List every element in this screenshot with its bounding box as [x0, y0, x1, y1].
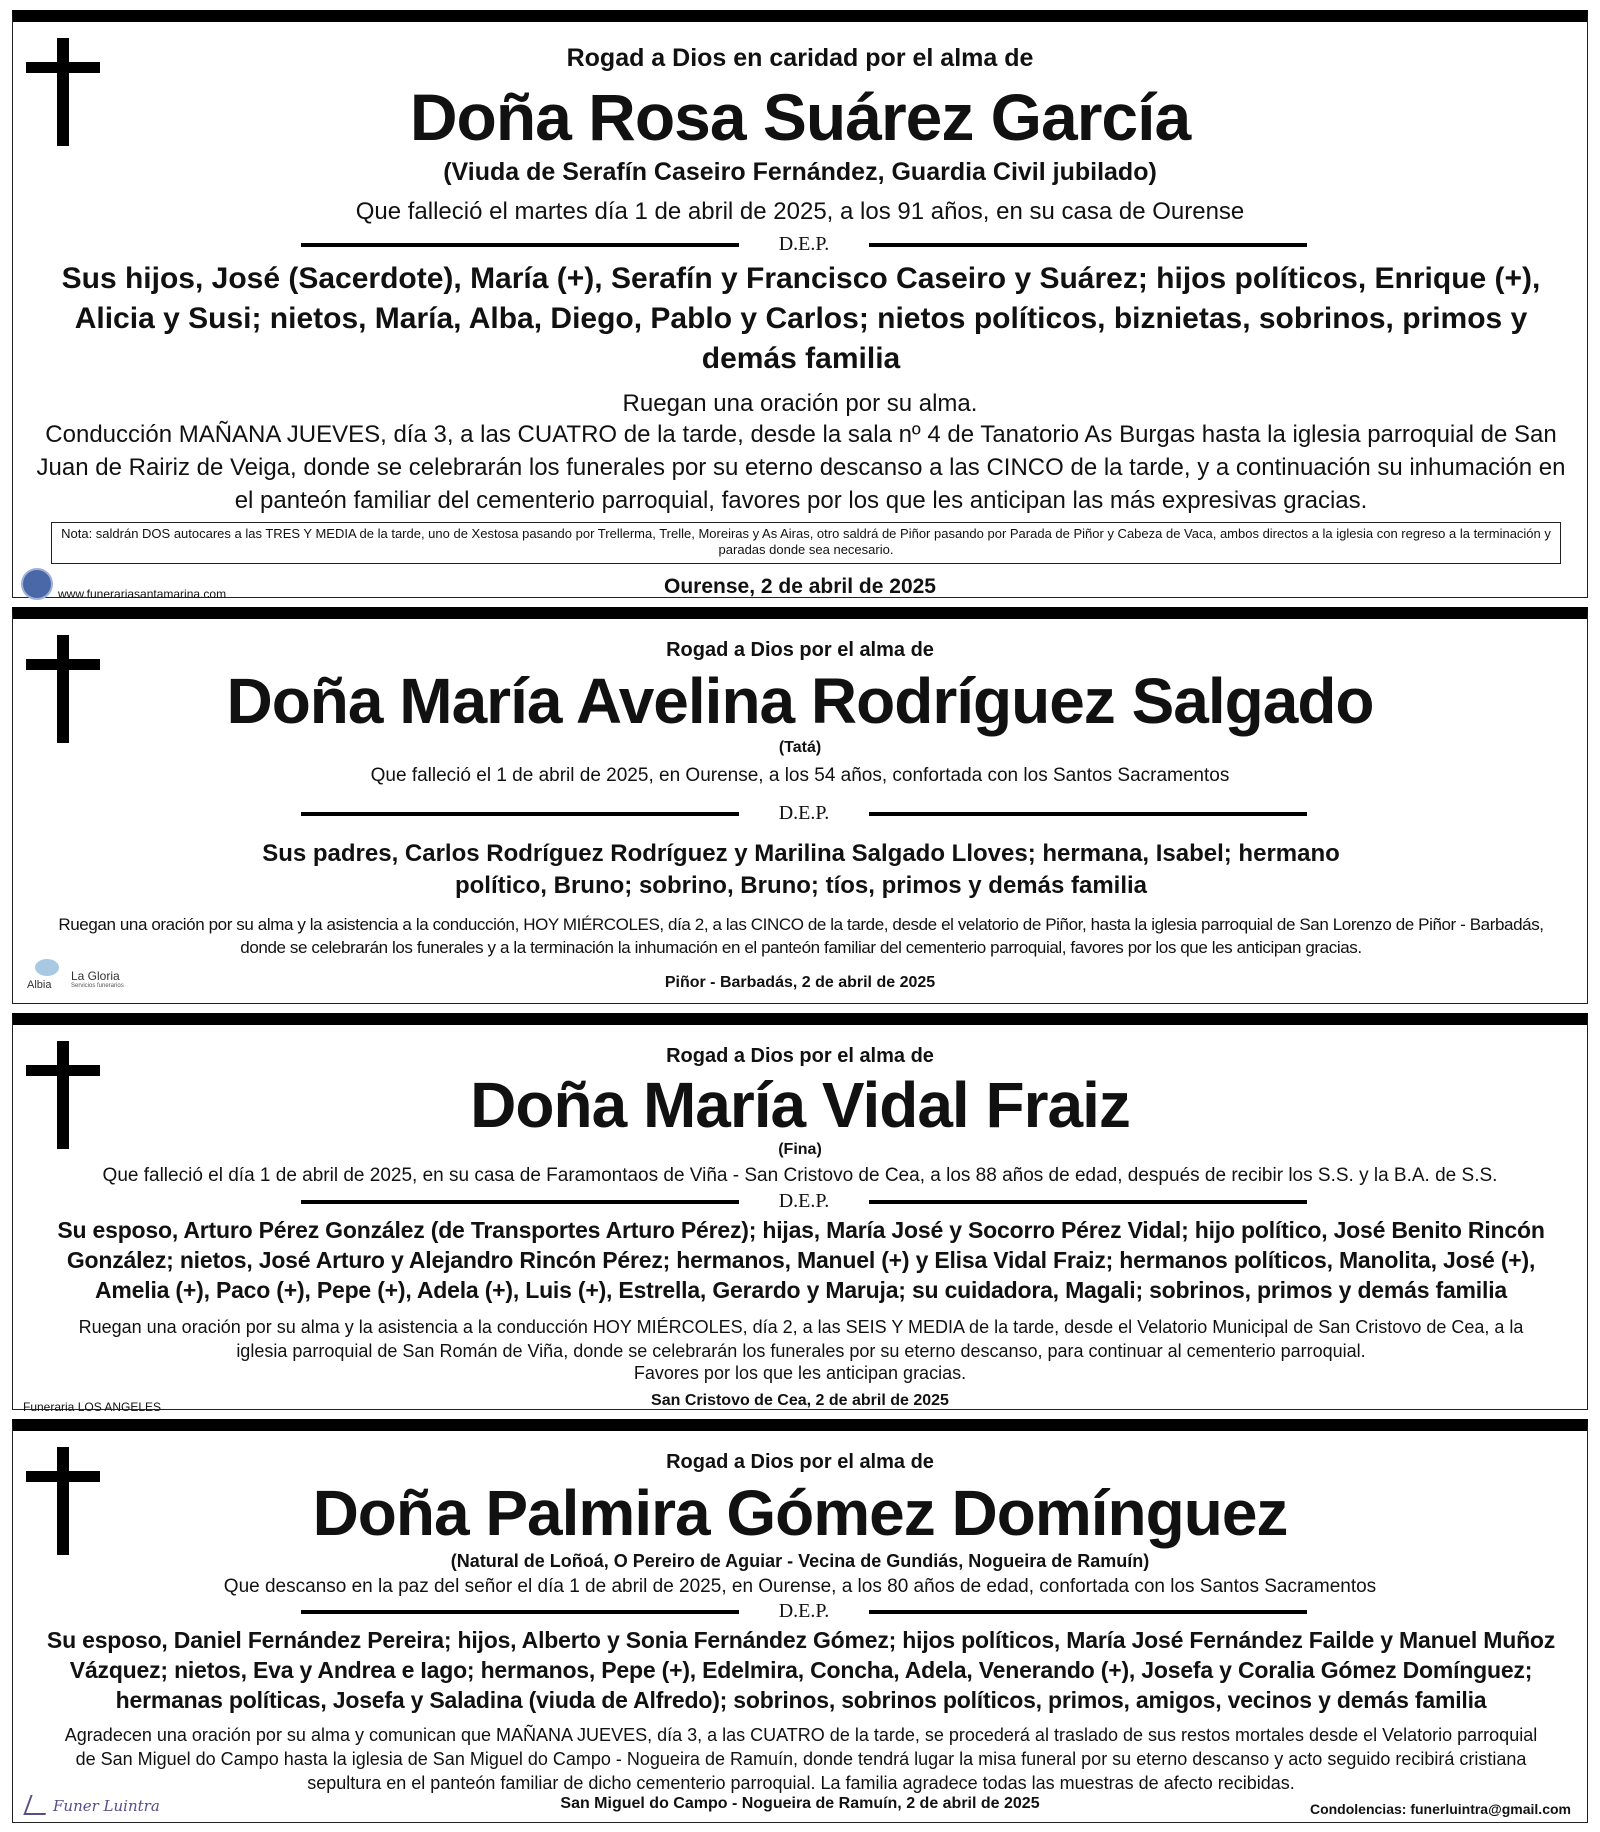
death-info: Que falleció el día 1 de abril de 2025, en su casa de Faramontaos de Viña - San Cristovo de Cea, a los 88 años de edad, después de recibir los S.S. y la B.A. de S.S.: [102, 1165, 1498, 1186]
dep-label: D.E.P.: [778, 233, 830, 255]
death-info: Que falleció el martes día 1 de abril de 2025, a los 91 años, en su casa de Ourense: [355, 198, 1245, 225]
deceased-subtitle: (Tatá): [778, 739, 822, 756]
family-list: Sus padres, Carlos Rodríguez Rodríguez y Marilina Salgado Lloves; hermana, Isabel; hermano político, Bruno; sobrino, Bruno; tíos, primos y demás familia: [262, 840, 1340, 899]
obituary-notice-1: [12, 10, 1588, 601]
obituary-notice-3: [12, 1013, 1588, 1414]
dep-label: D.E.P.: [778, 1190, 830, 1212]
deceased-name: Doña Rosa Suárez García: [409, 80, 1191, 154]
death-info: Que falleció el 1 de abril de 2025, en Ourense, a los 54 años, confortada con los Santos Sacramentos: [370, 765, 1230, 786]
dep-label: D.E.P.: [778, 802, 830, 824]
deceased-subtitle: (Viuda de Serafín Caseiro Fernández, Guardia Civil jubilado): [443, 158, 1157, 186]
prayer-heading: Rogad a Dios en caridad por el alma de: [566, 44, 1034, 72]
conduction-info: Ruegan una oración por su alma y la asistencia a la conducción HOY MIÉRCOLES, día 2, a las SEIS Y MEDIA de la tarde, desde el Velatorio Municipal de San Cristovo de Cea, a la iglesia parroquial de San Román de Viña, donde se celebrarán los funerales por su eterno descanso, para continuar al cementerio parroquial.: [78, 1317, 1524, 1361]
funeral-home-name: Funeraria LOS ANGELES: [23, 1400, 162, 1414]
bus-note: Nota: saldrán DOS autocares a las TRES Y MEDIA de la tarde, uno de Xestosa pasando por Trellerma, Trelle, Moreiras y As Airas, otro saldrá de Piñor pasando por Parada de Piñor y Cabeza de Vaca, ambos directos a la iglesia con regreso a la terminación y paradas donde sea necesario.: [51, 522, 1561, 564]
logo-subtitle: Servicios funerarios: [71, 983, 124, 989]
condolences-email[interactable]: Condolencias: funerluintra@gmail.com: [1309, 1801, 1571, 1817]
prayer-heading: Rogad a Dios por el alma de: [666, 1451, 934, 1473]
conduction-info: Conducción MAÑANA JUEVES, día 3, a las CUATRO de la tarde, desde la sala nº 4 de Tanatorio As Burgas hasta la iglesia parroquial de San Juan de Rairiz de Veiga, donde se celebrarán los funerales por su eterno descanso a las CINCO de la tarde, y a continuación su inhumación en el panteón familiar del cementerio parroquial, favores por los que les anticipan las más expresivas gracias.: [36, 421, 1566, 514]
dep-separator: [301, 1601, 1307, 1621]
conduction-info: Ruegan una oración por su alma y la asistencia a la conducción, HOY MIÉRCOLES, día 2, a las CINCO de la tarde, desde el velatorio de Piñor, hasta la iglesia parroquial de San Lorenzo de Piñor - Barbadás, donde se celebrarán los funerales y a la terminación la inhumación en el panteón familiar del cementerio parroquial, favores por los que les anticipan gracias.: [58, 915, 1544, 957]
family-list: Sus hijos, José (Sacerdote), María (+), Serafín y Francisco Caseiro y Suárez; hijos políticos, Enrique (+), Alicia y Susi; nietos, María, Alba, Diego, Pablo y Carlos; nietos políticos, biznietas, sobrinos, primos y demás familia: [61, 262, 1541, 375]
death-info: Que descanso en la paz del señor el día 1 de abril de 2025, en Ourense, a los 80 años de edad, confortada con los Santos Sacramentos: [223, 1576, 1377, 1597]
deceased-name: Doña Palmira Gómez Domínguez: [312, 1477, 1288, 1549]
family-list: Su esposo, Arturo Pérez González (de Transportes Arturo Pérez); hijas, María José y Socorro Pérez Vidal; hijo político, José Benito Rincón González; nietos, José Arturo y Alejandro Rincón Pérez; hermanos, Manuel (+) y Elisa Vidal Fraiz; hermanos políticos, Manolita, José (+), Amelia (+), Paco (+), Pepe (+), Adela (+), Luis (+), Estrella, Gerardo y Maruja; su cuidadora, Magali; sobrinos, primos y demás familia: [57, 1217, 1545, 1303]
deceased-subtitle: (Natural de Loñoá, O Pereiro de Aguiar - Vecina de Gundiás, Nogueira de Ramuín): [450, 1551, 1150, 1571]
obituary-notice-2: [12, 607, 1588, 1004]
deceased-subtitle: (Fina): [778, 1141, 822, 1158]
dep-separator: [301, 234, 1307, 254]
family-list: Su esposo, Daniel Fernández Pereira; hijos, Alberto y Sonia Fernández Gómez; hijos políticos, María José Fernández Failde y Manuel Muñoz Vázquez; nietos, Eva y Andrea e Iago; hermanos, Pepe (+), Edelmira, Concha, Adela, Venerando (+), Josefa y Coralia Gómez Domínguez; hermanas políticas, Josefa y Saladina (viuda de Alfredo); sobrinos, sobrinos políticos, primos, amigos, vecinos y demás familia: [46, 1627, 1556, 1713]
prayer-heading: Rogad a Dios por el alma de: [666, 1045, 934, 1067]
prayer-heading: Rogad a Dios por el alma de: [666, 639, 934, 661]
dep-label: D.E.P.: [778, 1600, 830, 1622]
conduction-info: Agradecen una oración por su alma y comunican que MAÑANA JUEVES, día 3, a las CUATRO de la tarde, se procederá al traslado de sus restos mortales desde el Velatorio parroquial de San Miguel do Campo hasta la iglesia de San Miguel do Campo - Nogueira de Ramuín, donde tendrá lugar la misa funeral por su eterno descanso y acto seguido recibirá cristiana sepultura en el panteón familiar de dicho cementerio parroquial. La familia agradece todas las muestras de afecto recibidas.: [64, 1725, 1538, 1793]
dep-separator: [301, 803, 1307, 823]
prayer-request: Ruegan una oración por su alma.: [622, 390, 978, 417]
place-date: San Miguel do Campo - Nogueira de Ramuín, 2 de abril de 2025: [560, 1795, 1040, 1812]
deceased-name: Doña María Avelina Rodríguez Salgado: [226, 665, 1374, 737]
logo-name: La Gloria: [71, 969, 120, 983]
place-date: Piñor - Barbadás, 2 de abril de 2025: [664, 974, 936, 991]
deceased-name: Doña María Vidal Fraiz: [470, 1069, 1130, 1141]
thanks-line: Favores por los que les anticipan gracias.: [633, 1363, 967, 1383]
obituary-notice-4: [12, 1419, 1588, 1823]
funeral-home-name: Funer Luintra: [53, 1797, 160, 1815]
place-date: Ourense, 2 de abril de 2025: [664, 575, 936, 598]
dep-separator: [301, 1191, 1307, 1211]
funeral-home-website-link[interactable]: www.funerariasantamarina.com: [58, 587, 227, 601]
logo-brand: Albia: [27, 979, 52, 991]
place-date: San Cristovo de Cea, 2 de abril de 2025: [651, 1392, 949, 1409]
